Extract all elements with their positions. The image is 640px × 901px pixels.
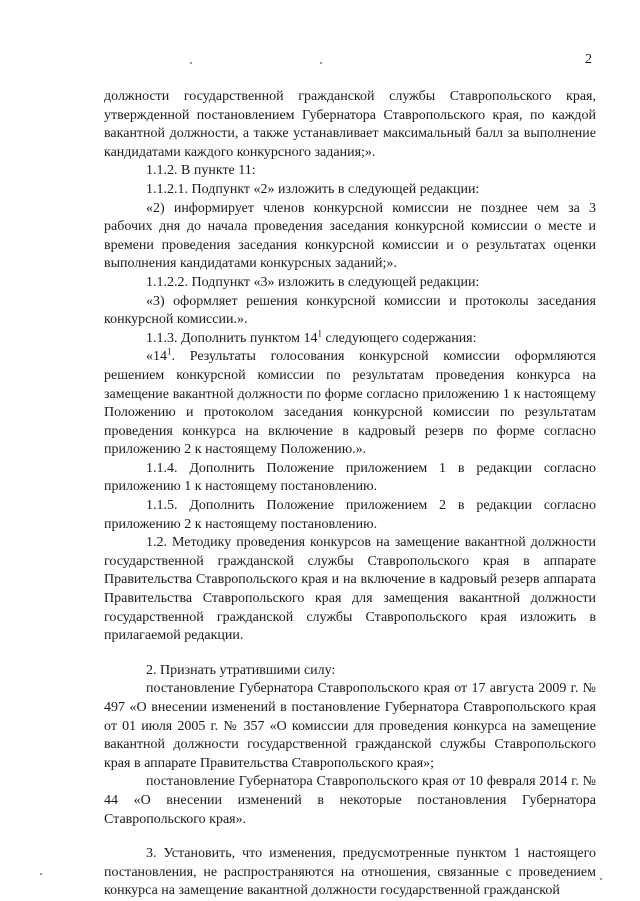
page-number: 2 (585, 52, 592, 67)
paragraph-1-1-4: 1.1.4. Дополнить Положение приложением 1 в редакции согласно приложению 1 к настоящему постановлению. (104, 460, 596, 495)
paragraph-2-item-1: постановление Губернатора Ставропольского края от 17 августа 2009 г. № 497 «О внесении изменений в постановление Губернатора Ставропольского края от 01 июля 2005 г. № 357 «О комиссии для проведения конкурса на замещение вакантной должности государственной гражданской службы Ставропольского края в аппарате Правительства Ставропольского края»; (104, 681, 596, 771)
paragraph-1-1-3 (104, 330, 596, 349)
paragraph-1-1-2-2: 1.1.2.2. Подпункт «3» изложить в следующей редакции: (146, 274, 480, 290)
scan-speck (600, 878, 602, 880)
paragraph-item-14-1-start: «14 (146, 349, 167, 365)
scan-speck (190, 62, 192, 64)
paragraph-1-1-3-start: 1.1.3. Дополнить пунктом 14 (146, 330, 318, 346)
superscript-1: 1 (167, 346, 172, 357)
superscript-1: 1 (317, 328, 322, 339)
paragraph-item-14-1-end: . Результаты голосования конкурсной комиссии оформляются решением конкурсной комиссии по результатам проведения конкурса на замещение вакантной должности по форме согласно приложению 1 к настоящему Положению и протоколом заседания конкурсной комиссии по результатам проведения конкурса на включение в кадровый резерв по форме согласно приложению 2 к настоящему Положению.». (104, 349, 596, 458)
paragraph-continuation: должности государственной гражданской службы Ставропольского края, утвержденной постановлением Губернатора Ставропольского края, по каждой вакантной должности, а также устанавливает максимальный балл за выполнение кандидатами каждого конкурсного задания;». (104, 89, 596, 160)
paragraph-1-1-2-1: 1.1.2.1. Подпункт «2» изложить в следующей редакции: (146, 181, 480, 197)
document-body (104, 88, 596, 901)
paragraph-subitem-2-text: «2) информирует членов конкурсной комиссии не позднее чем за 3 рабочих дня до начала проведения заседания конкурсной комиссии о месте и времени проведения заседания конкурсной комиссии и о результатах оценки выполнения кандидатами конкурсных заданий;». (104, 200, 596, 272)
scan-speck (320, 62, 322, 64)
paragraph-item-14-1 (104, 348, 596, 460)
scan-speck (40, 873, 42, 875)
paragraph-2: 2. Признать утратившими силу: (146, 662, 336, 678)
paragraph-1-2: 1.2. Методику проведения конкурсов на замещение вакантной должности государственной гражданской службы Ставропольского края в аппарате Правительства Ставропольского края и на включение в кадровый резерв аппарата Правительства Ставропольского края для замещения вакантной должности государственной гражданской службы Ставропольского края изложить в прилагаемой редакции. (104, 535, 596, 644)
paragraph-1-1-2: 1.1.2. В пункте 11: (146, 163, 256, 179)
paragraph-1-1-5: 1.1.5. Дополнить Положение приложением 2 в редакции согласно приложению 2 к настоящему постановлению. (104, 498, 596, 532)
paragraph-subitem-3-text: «3) оформляет решения конкурсной комиссии и протоколы заседания конкурсной комиссии.». (104, 293, 596, 328)
paragraph-1-1-3-end: следующего содержания: (321, 330, 477, 346)
paragraph-2-item-2: постановление Губернатора Ставропольского края от 10 февраля 2014 г. № 44 «О внесении изменений в некоторые постановления Губернатора Ставропольского края». (104, 774, 596, 827)
paragraph-3: 3. Установить, что изменения, предусмотренные пунктом 1 настоящего постановления, не распространяются на отношения, связанные с проведением конкурса на замещение вакантной должности государственной гражданской (104, 846, 596, 899)
